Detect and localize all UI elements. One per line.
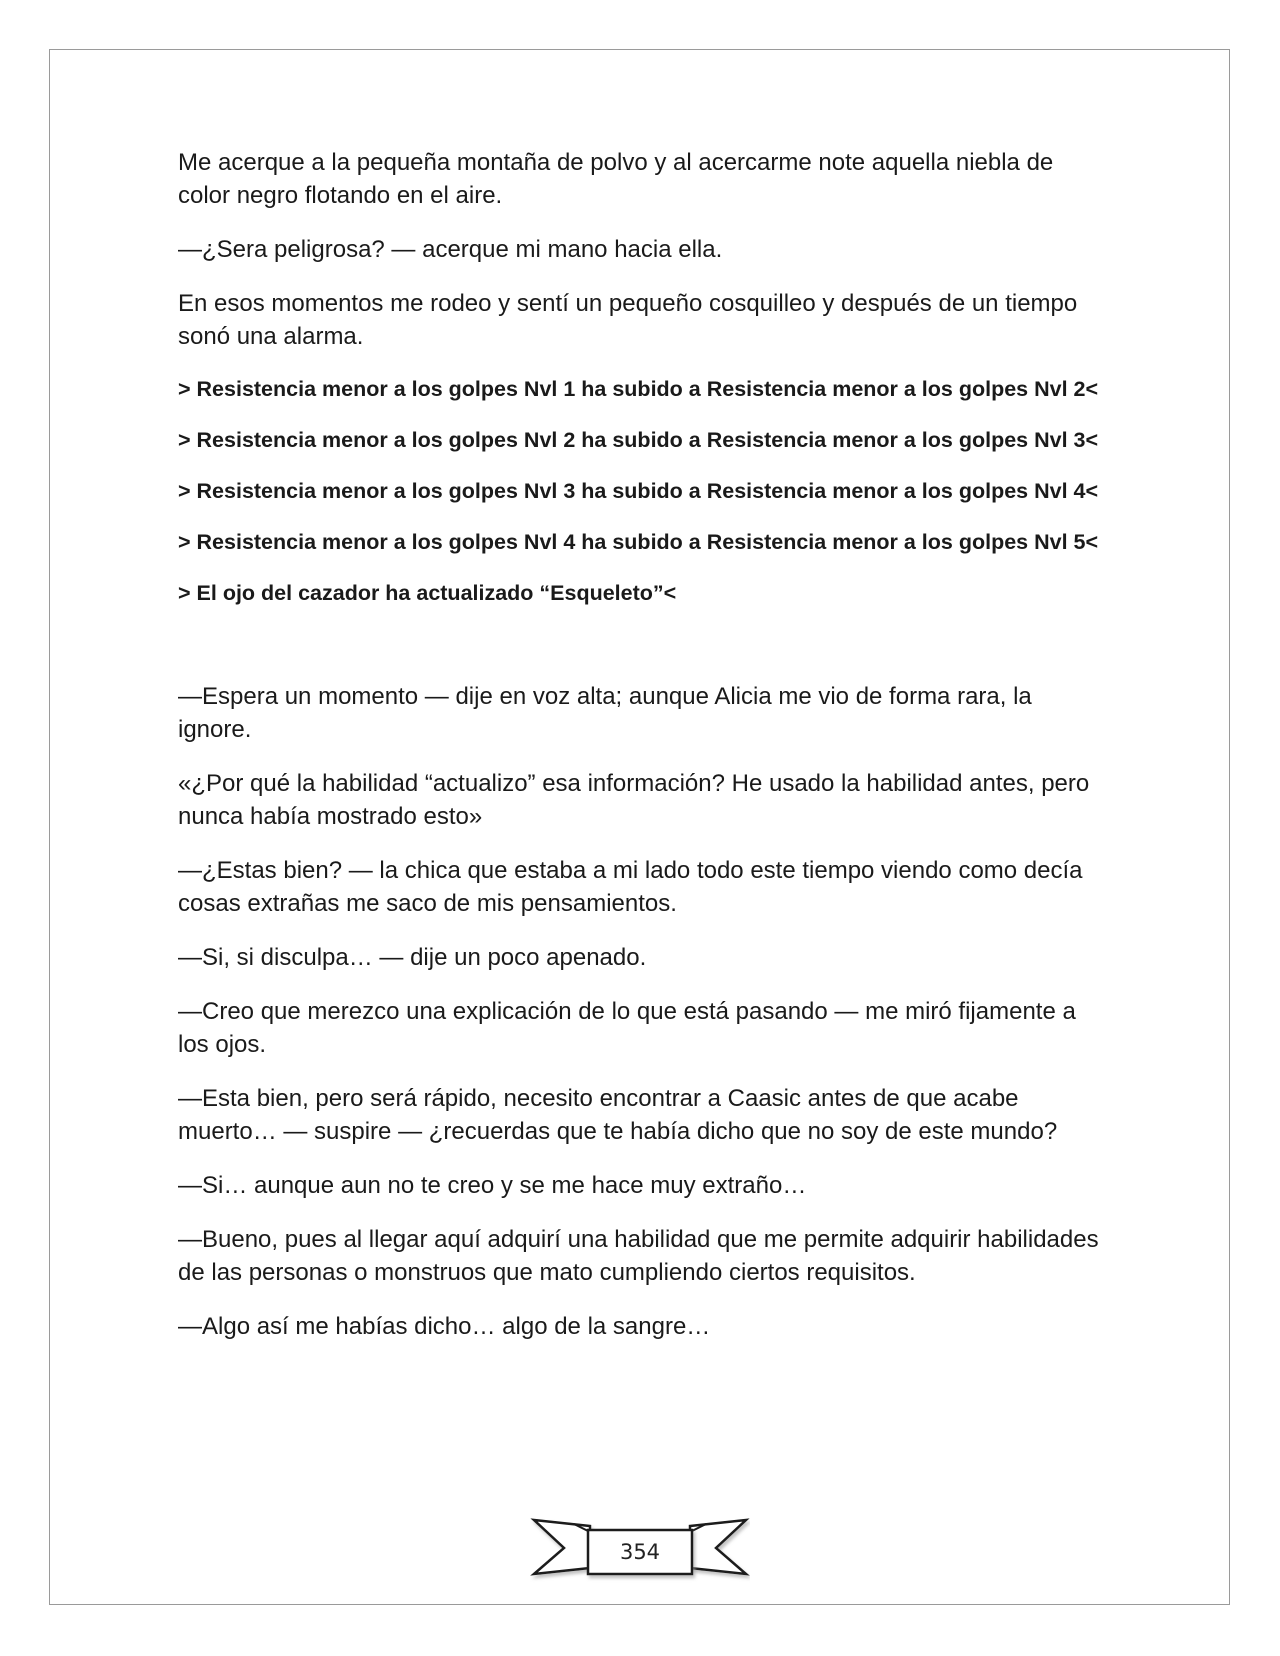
paragraph: En esos momentos me rodeo y sentí un pequeño cosquilleo y después de un tiempo sonó una alarma. (178, 290, 1078, 350)
paragraph: —Espera un momento — dije en voz alta; aunque Alicia me vio de forma rara, la ignore. (178, 683, 1032, 743)
paragraph: «¿Por qué la habilidad “actualizo” esa información? He usado la habilidad antes, pero nunca había mostrado esto» (178, 770, 1090, 830)
system-message: > Resistencia menor a los golpes Nvl 4 ha subido a Resistencia menor a los golpes Nvl 5< (178, 530, 1099, 554)
paragraph: —Creo que merezco una explicación de lo que está pasando — me miró fijamente a los ojos. (178, 998, 1076, 1058)
paragraph: Me acerque a la pequeña montaña de polvo y al acercarme note aquella niebla de color negro flotando en el aire. (178, 149, 1054, 209)
system-message: > Resistencia menor a los golpes Nvl 3 ha subido a Resistencia menor a los golpes Nvl 4< (178, 479, 1099, 503)
paragraph: —Esta bien, pero será rápido, necesito encontrar a Caasic antes de que acabe muerto… — suspire — ¿recuerdas que te había dicho que no soy de este mundo? (178, 1085, 1058, 1145)
paragraph: —Si… aunque aun no te creo y se me hace muy extraño… (178, 1172, 807, 1199)
page-number: 354 (619, 1540, 661, 1564)
paragraph: —¿Sera peligrosa? — acerque mi mano hacia ella. (178, 236, 723, 263)
page-body (178, 146, 1106, 1364)
paragraph: —Si, si disculpa… — dije un poco apenado. (178, 944, 647, 971)
system-message: > Resistencia menor a los golpes Nvl 1 ha subido a Resistencia menor a los golpes Nvl 2< (178, 377, 1099, 401)
system-message: > El ojo del cazador ha actualizado “Esqueleto”< (178, 581, 677, 605)
paragraph: —Bueno, pues al llegar aquí adquirí una habilidad que me permite adquirir habilidades de las personas o monstruos que mato cumpliendo ciertos requisitos. (178, 1226, 1099, 1286)
paragraph: —¿Estas bien? — la chica que estaba a mi lado todo este tiempo viendo como decía cosas extrañas me saco de mis pensamientos. (178, 857, 1083, 917)
system-message: > Resistencia menor a los golpes Nvl 2 ha subido a Resistencia menor a los golpes Nvl 3< (178, 428, 1099, 452)
paragraph: —Algo así me habías dicho… algo de la sangre… (178, 1313, 711, 1340)
page-number-banner (530, 1518, 750, 1584)
